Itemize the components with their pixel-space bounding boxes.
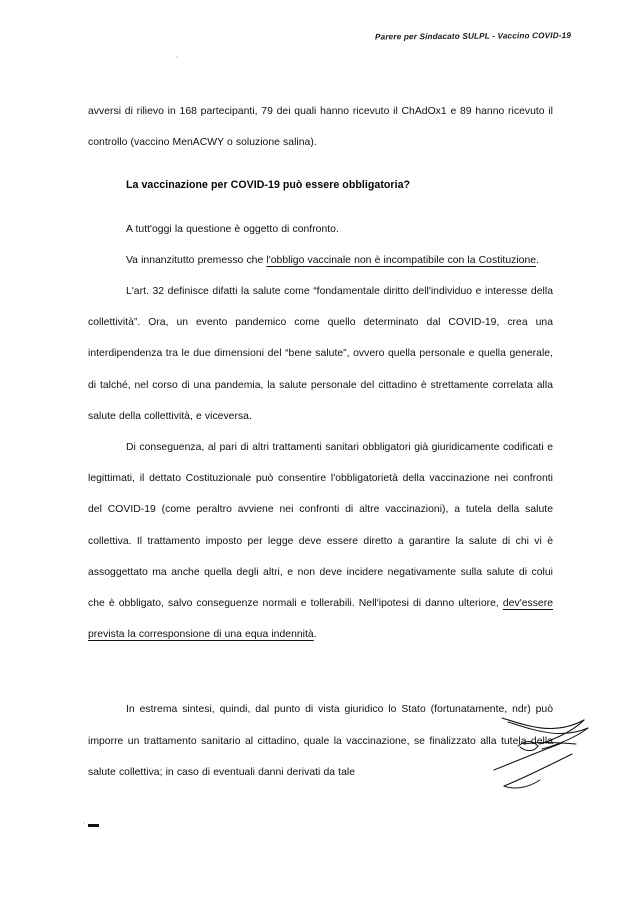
underlined-phrase-indennita: dev'essere prevista la corresponsione di una equa indennità — [88, 598, 553, 641]
scan-speckle — [215, 63, 217, 65]
paragraph-text-lead: Va innanzitutto premesso che — [126, 254, 267, 266]
paragraph-text: A tutt'oggi la questione è oggetto di confronto. — [126, 223, 339, 235]
document-running-header: Parere per Sindacato SULPL - Vaccino COVID-19 — [374, 31, 572, 42]
document-body — [88, 96, 553, 788]
paragraph-estrema-sintesi — [88, 694, 553, 788]
scan-speckle — [83, 822, 85, 824]
paragraph-continuation: avversi di rilievo in 168 partecipanti, 79 dei quali hanno ricevuto il ChAdOx1 e 89 hanno ricevuto il controllo (vaccino MenACWY o soluzione salina). — [88, 106, 553, 149]
section-heading-obbligatoria: La vaccinazione per COVID-19 può essere obbligatoria? — [126, 179, 411, 192]
paragraph-text-tail: . — [313, 629, 317, 641]
footer-dash-mark — [88, 824, 99, 827]
paragraph-di-conseguenza — [88, 432, 553, 650]
scan-speckle — [176, 56, 178, 58]
paragraph-art-32 — [88, 276, 553, 432]
underlined-phrase-costituzione: l'obbligo vaccinale non è incompatibile con la Costituzione — [266, 254, 537, 266]
paragraph-obbligo-vaccinale — [88, 245, 553, 276]
paragraph-text-lead: Di conseguenza, al pari di altri trattamenti sanitari obbligatori già giuridicamente codificati e legittimati, il dettato Costituzionale può consentire l'obbligatorietà della vaccinazione nei confronti del COVID-19 (come peraltro avviene nei confronti di altre vaccinazioni), a tutela della salute collettiva. Il trattamento imposto per legge deve essere diretto a garantire la salute di chi vi è assoggettato ma anche quella degli altri, e non deve incidere negativamente sulla salute di colui che è obbligato, salvo conseguenze normali e tollerabili. Nell'ipotesi di danno ulteriore, — [88, 442, 553, 610]
paragraph-text: L'art. 32 definisce difatti la salute come “fondamentale diritto dell'individuo e interesse della collettività”. Ora, un evento pandemico come quello determinato dal COVID-19, crea una interdipendenza tra le due dimensioni del “bene salute”, ovvero quella personale e quella generale, di talché, nel corso di una pandemia, la salute personale del cittadino è strettamente correlata alla salute della collettività, e viceversa. — [88, 286, 553, 422]
paragraph-questione-confronto — [88, 214, 553, 245]
paragraph-text: In estrema sintesi, quindi, dal punto di vista giuridico lo Stato (fortunatamente, ndr) può imporre un trattamento sanitario al cittadino, quale la vaccinazione, se finalizzato alla tutela della salute collettiva; in caso di eventuali danni derivati da tale — [88, 704, 553, 778]
paragraph-text-tail: . — [536, 254, 539, 266]
